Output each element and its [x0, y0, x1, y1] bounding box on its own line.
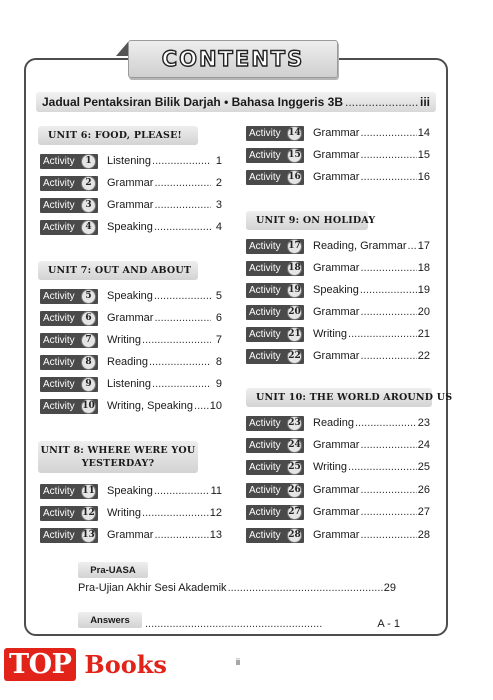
activity-number: 25: [287, 460, 302, 475]
activity-number: 22: [287, 349, 302, 364]
toc-entry[interactable]: [246, 125, 430, 141]
toc-entry[interactable]: [40, 310, 222, 326]
activity-number: 14: [287, 126, 302, 141]
activity-label: Speaking: [313, 284, 359, 296]
activity-label: Reading: [313, 417, 354, 429]
activity-number: 6: [81, 311, 96, 326]
toc-entry[interactable]: [40, 197, 222, 213]
activity-page: 9: [215, 378, 222, 390]
activity-page: 12: [209, 507, 222, 519]
activity-number: 13: [81, 528, 96, 543]
toc-entry[interactable]: [246, 238, 430, 254]
activity-page: 26: [417, 484, 430, 496]
activity-label: Grammar: [313, 529, 360, 541]
pra-uasa-tag: Pra-UASA: [78, 562, 148, 578]
activity-badge: Activity 15: [246, 148, 304, 163]
activity-label: Listening: [107, 155, 152, 167]
unit-9-heading: UNIT 9: ON HOLIDAY: [246, 211, 368, 230]
toc-entry[interactable]: [40, 483, 222, 499]
activity-number: 4: [81, 220, 96, 235]
activity-badge: Activity 22: [246, 349, 304, 364]
activity-badge: Activity 16: [246, 170, 304, 185]
toc-entry[interactable]: [246, 260, 430, 276]
intro-page: iii: [419, 95, 430, 109]
activity-badge: Activity 2: [40, 176, 98, 191]
activity-badge: Activity 23: [246, 416, 304, 431]
activity-number: 18: [287, 261, 302, 276]
unit-7-heading: UNIT 7: OUT AND ABOUT: [38, 261, 198, 280]
activity-page: 1: [215, 155, 222, 167]
pra-uasa-label: Pra-Ujian Akhir Sesi Akademik: [78, 582, 227, 594]
intro-label: Jadual Pentaksiran Bilik Darjah • Bahasa Inggeris 3B: [42, 95, 343, 109]
activity-badge: Activity 11: [40, 484, 98, 499]
activity-page: 6: [215, 312, 222, 324]
activity-number: 1: [81, 154, 96, 169]
activity-page: 27: [417, 506, 430, 518]
toc-entry[interactable]: [246, 527, 430, 543]
activity-badge: Activity 10: [40, 399, 98, 414]
toc-entry[interactable]: [40, 527, 222, 543]
leader-dots: [345, 95, 418, 109]
activity-label: Grammar: [313, 149, 360, 161]
toc-entry[interactable]: [40, 175, 222, 191]
activity-label: Speaking: [107, 221, 153, 233]
activity-page: 4: [215, 221, 222, 233]
activity-number: 19: [287, 283, 302, 298]
activity-page: 16: [417, 171, 430, 183]
activity-page: 28: [417, 529, 430, 541]
toc-entry[interactable]: [246, 282, 430, 298]
activity-page: 22: [417, 350, 430, 362]
activity-badge: Activity 28: [246, 528, 304, 543]
topbooks-watermark-logo: [4, 643, 184, 685]
toc-entry[interactable]: [40, 288, 222, 304]
activity-badge: Activity 17: [246, 239, 304, 254]
activity-label: Grammar: [107, 177, 154, 189]
activity-label: Grammar: [313, 127, 360, 139]
page-number: ii: [236, 657, 240, 667]
activity-number: 21: [287, 327, 302, 342]
unit-8-heading-line-2: YESTERDAY?: [81, 458, 155, 469]
activity-badge: Activity 3: [40, 198, 98, 213]
activity-page: 17: [417, 240, 430, 252]
activity-badge: Activity 27: [246, 505, 304, 520]
activity-number: 12: [81, 506, 96, 521]
activity-label: Reading: [107, 356, 148, 368]
activity-badge: Activity 9: [40, 377, 98, 392]
activity-number: 17: [287, 239, 302, 254]
activity-number: 28: [287, 528, 302, 543]
unit-8-heading-line-1: UNIT 8: WHERE WERE YOU: [40, 445, 196, 456]
activity-label: Grammar: [313, 306, 360, 318]
activity-page: 5: [215, 290, 222, 302]
answers-tag: Answers: [78, 612, 142, 628]
activity-badge: Activity 6: [40, 311, 98, 326]
activity-label: Speaking: [107, 290, 153, 302]
activity-badge: Activity 13: [40, 528, 98, 543]
unit-6-heading: UNIT 6: FOOD, PLEASE!: [38, 126, 198, 145]
activity-number: 20: [287, 305, 302, 320]
activity-label: Writing: [313, 461, 348, 473]
activity-page: 11: [210, 485, 222, 497]
toc-entry[interactable]: [246, 348, 430, 364]
activity-number: 16: [287, 170, 302, 185]
activity-page: 10: [209, 400, 222, 412]
activity-label: Listening: [107, 378, 152, 390]
activity-label: Writing, Speaking: [107, 400, 194, 412]
activity-label: Grammar: [313, 484, 360, 496]
activity-page: 19: [417, 284, 430, 296]
toc-entry[interactable]: [246, 459, 430, 475]
activity-badge: Activity 25: [246, 460, 304, 475]
brand-top: TOP: [4, 648, 76, 681]
activity-page: 24: [417, 439, 430, 451]
answers-entry[interactable]: [144, 616, 400, 632]
pra-uasa-entry[interactable]: [78, 580, 396, 596]
toc-entry[interactable]: [246, 326, 430, 342]
activity-badge: Activity 19: [246, 283, 304, 298]
activity-number: 3: [81, 198, 96, 213]
activity-badge: Activity 7: [40, 333, 98, 348]
title-fold-decoration: [116, 42, 128, 56]
activity-badge: Activity 12: [40, 506, 98, 521]
activity-page: 14: [417, 127, 430, 139]
activity-page: 8: [215, 356, 222, 368]
activity-page: 2: [215, 177, 222, 189]
activity-number: 10: [81, 399, 96, 414]
activity-badge: Activity 8: [40, 355, 98, 370]
toc-entry[interactable]: [246, 415, 430, 431]
activity-number: 5: [81, 289, 96, 304]
activity-label: Writing: [107, 507, 142, 519]
toc-entry[interactable]: [246, 304, 430, 320]
toc-entry[interactable]: [40, 219, 222, 235]
activity-label: Grammar: [107, 199, 154, 211]
activity-badge: Activity 26: [246, 483, 304, 498]
toc-entry[interactable]: [40, 505, 222, 521]
activity-badge: Activity 24: [246, 438, 304, 453]
activity-label: Speaking: [107, 485, 153, 497]
intro-entry[interactable]: [36, 92, 436, 112]
toc-entry[interactable]: [246, 169, 430, 185]
toc-entry[interactable]: [40, 354, 222, 370]
toc-entry[interactable]: [246, 482, 430, 498]
activity-badge: Activity 18: [246, 261, 304, 276]
toc-entry[interactable]: [246, 147, 430, 163]
activity-badge: Activity 4: [40, 220, 98, 235]
pra-uasa-page: 29: [383, 582, 396, 594]
activity-page: 21: [417, 328, 430, 340]
toc-entry[interactable]: [246, 437, 430, 453]
activity-badge: Activity 21: [246, 327, 304, 342]
activity-label: Grammar: [313, 350, 360, 362]
activity-page: 13: [209, 529, 222, 541]
activity-number: 2: [81, 176, 96, 191]
activity-label: Grammar: [313, 171, 360, 183]
activity-page: 7: [215, 334, 222, 346]
activity-label: Grammar: [107, 312, 154, 324]
activity-page: 25: [417, 461, 430, 473]
activity-number: 11: [81, 484, 96, 499]
toc-entry[interactable]: [40, 376, 222, 392]
activity-badge: Activity 14: [246, 126, 304, 141]
toc-entry[interactable]: [40, 332, 222, 348]
activity-label: Grammar: [313, 439, 360, 451]
unit-8-heading: [38, 441, 198, 473]
activity-number: 9: [81, 377, 96, 392]
activity-page: 15: [417, 149, 430, 161]
toc-entry[interactable]: [40, 153, 222, 169]
activity-badge: Activity 1: [40, 154, 98, 169]
activity-number: 23: [287, 416, 302, 431]
activity-badge: Activity 20: [246, 305, 304, 320]
activity-label: Reading, Grammar: [313, 240, 407, 252]
activity-label: Grammar: [107, 529, 154, 541]
activity-badge: Activity 5: [40, 289, 98, 304]
activity-page: 18: [417, 262, 430, 274]
activity-number: 8: [81, 355, 96, 370]
activity-number: 26: [287, 483, 302, 498]
activity-page: 20: [417, 306, 430, 318]
title-banner: [128, 40, 338, 78]
activity-number: 27: [287, 505, 302, 520]
activity-number: 24: [287, 438, 302, 453]
brand-books: Books: [84, 649, 167, 679]
toc-entry[interactable]: [40, 398, 222, 414]
activity-page: 23: [417, 417, 430, 429]
activity-label: Writing: [107, 334, 142, 346]
activity-number: 15: [287, 148, 302, 163]
activity-label: Grammar: [313, 262, 360, 274]
page-title: CONTENTS: [161, 47, 305, 71]
activity-label: Writing: [313, 328, 348, 340]
activity-number: 7: [81, 333, 96, 348]
answers-page: A - 1: [377, 618, 400, 630]
unit-10-heading: UNIT 10: THE WORLD AROUND US: [246, 388, 432, 407]
toc-entry[interactable]: [246, 504, 430, 520]
activity-label: Grammar: [313, 506, 360, 518]
activity-page: 3: [215, 199, 222, 211]
